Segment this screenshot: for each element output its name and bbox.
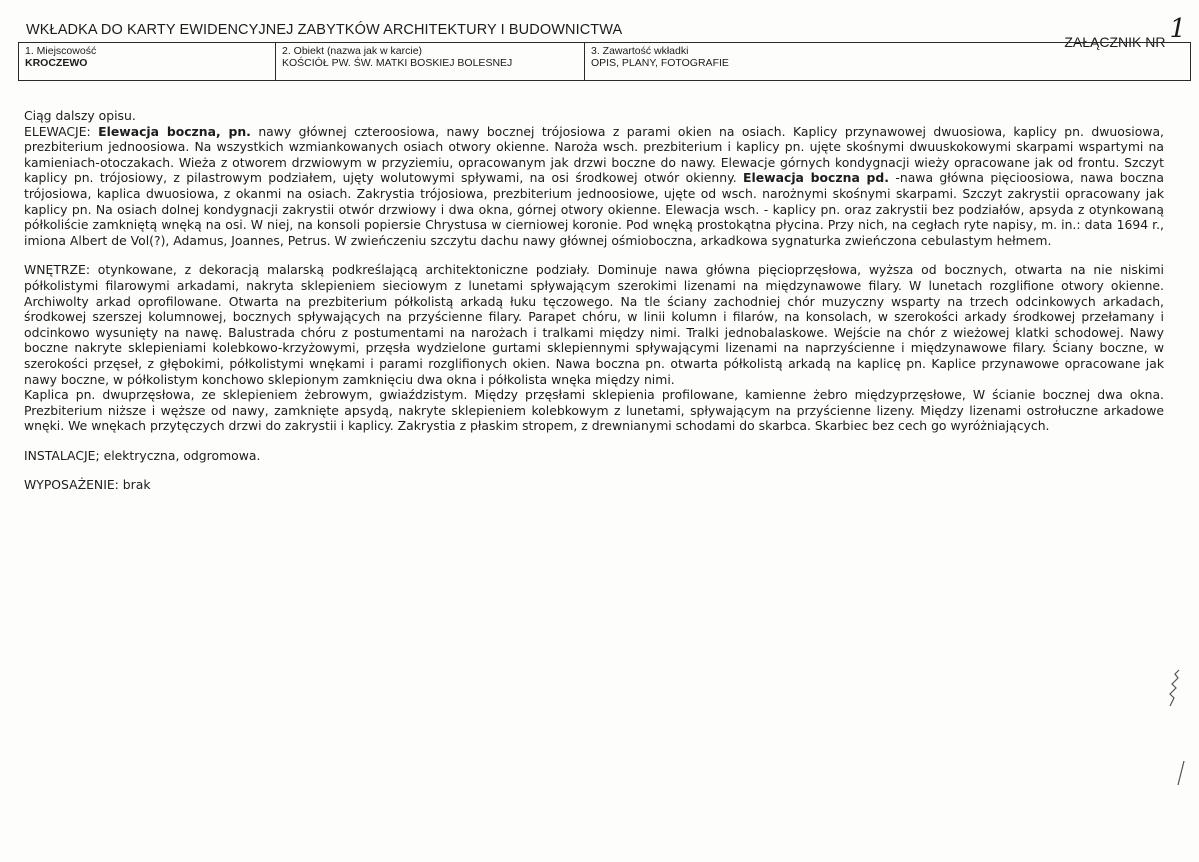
field-label: 2. Obiekt (nazwa jak w karcie) xyxy=(282,45,423,57)
interior-paragraph: WNĘTRZE: otynkowane, z dekoracją malarską podkreślającą architektoniczne podziały. Dominuje nawa główna pięcioprzęsłowa, wyższa od bocznych, otwarta na nie niskimi półkolistymi filarowymi arkadami, nakryta sklepieniem sieciowym z lunetami spływającym szerokimi lizenami na międzynawowe filary. W lunetach rozglifione otwory okienne. Archiwolty arkad oprofilowane. Otwarta na prezbiterium półkolistą arkadą łuku tęczowego. Na tle ściany zachodniej chór muzyczny wsparty na trzech odcinkowych arkadach, środkowej szerszej kolumnowej, bocznych spływających na przyścienne filary. Parapet chóru, w linii kolumn i filarów, na konsolach, w szerokości arkady środkowej przełamany i odcinkowo wysunięty na nawę. Balustrada chóru z postumentami na narożach i tralkami między nimi. Tralki jednobalaskowe. Wejście na chór z wieżowej klatki schodowej. Nawy boczne nakryte sklepieniami kolebkowo-krzyżowymi, przęsła wydzielone gurtami sklepiennymi spływającymi lizenami na naprzyścienne i międzynawowe filary. Ściany boczne, w szerokości przęseł, z głębokimi, półkolistymi wnękami i parami rozglifionych okien. Nawa boczna pn. otwarta półkolistą arkadą na kaplicę pn. Kaplice przynawowe opracowane jak nawy boczne, w półkolistym konchowo sklepionym zamknięciu dwa okna i półkolista wnęka między nimi. xyxy=(24,262,1164,387)
elevations-text-1: nawy głównej czteroosiowa, nawy bocznej trójosiowa z parami okien na osiach. Kaplicy przynawowej dwuosiowa, kaplicy pn. dwuosiowa, prezbiterium jednoosiowa. Na wszystkich wzmiankowanych osiach otwory okienne. Naroża wsch. prezbiterium i kaplicy pn. ujęte skośnymi dwuuskokowymi skarpami wspartymi na kamieniach-otoczakach. Wieża z otworem drzwiowym w przyziemiu, opracowanym jak drzwi boczne do nawy. Elewacje górnych kondygnacji wieży opracowane jak od frontu. Szczyt kaplicy pn. trójosiowy, z pilastrowym podziałem, ujęty wolutowymi spływami, na osi środkowej otwór okienny. xyxy=(24,123,1164,186)
field-value: OPIS, PLANY, FOTOGRAFIE xyxy=(591,57,729,69)
chapel-paragraph: Kaplica pn. dwuprzęsłowa, ze sklepieniem żebrowym, gwiaździstym. Między przęsłami sklepienia profilowane, kamienne żebro międzyprzęsłowe, W ścianie bocznej dwa okna. Prezbiterium niższe i węższe od nawy, zamknięte apsydą, nakryte sklepieniem kolebkowym z lunetami, spływającym na przyścienne lizeny. Między lizenami ostrołuczne arkadowe wnęki. We wnękach przytęczych drzwi do zakrystii i kaplicy. Zakrystia z płaskim stropem, z drewnianymi schodami do skarbca. Skarbiec bez cech go wyróżniających. xyxy=(24,387,1164,434)
elevations-text-2: -nawa główna pięcioosiowa, nawa boczna trójosiowa, kaplica dwuosiowa, z okanmi na osiach. Zakrystia trójosiowa, prezbiterium jednoosiowe, ujęte od wsch. narożnymi skośnymi skarpami. Szczyt zakrystii opracowany jak kaplicy pn. Na osiach dolnej kondygnacji zakrystii otwór drzwiowy i dwa okna, górnej otwory okienne. Elewacja wsch. - kaplicy pn. oraz zakrystii bez podziałów, apsyda z otynkowaną półkoliście zamkniętą wnęką na osi. W niej, na konsoli popiersie Chrystusa w cierniowej koronie. Pod wnęką prostokątna płycina. Przy nich, na cegłach ryte napisy, m. in.: data 1694 r., imiona Albert de Vol(?), Adamus, Joannes, Petrus. W zwieńczeniu szczytu dachu nawy głównej ośmioboczna, arkadkowa sygnaturka zwieńczona cebulastym hełmem. xyxy=(24,170,1164,248)
field-value: KOŚCIÓŁ PW. ŚW. MATKI BOSKIEJ BOLESNEJ xyxy=(282,57,513,69)
field-label: 3. Zawartość wkładki xyxy=(591,45,689,57)
field-value: KROCZEWO xyxy=(25,57,88,69)
field-locality xyxy=(19,43,276,81)
description-body xyxy=(24,108,1164,493)
side-north-title: Elewacja boczna, pn. xyxy=(98,123,251,139)
margin-scribble-icon xyxy=(1164,668,1186,708)
margin-stroke-icon xyxy=(1176,760,1186,786)
side-south-title: Elewacja boczna pd. xyxy=(743,170,889,186)
furnishing-paragraph: WYPOSAŻENIE: brak xyxy=(24,477,151,493)
intro-paragraph: Ciąg dalszy opisu. xyxy=(24,108,136,123)
installations-paragraph: INSTALACJE; elektryczna, odgromowa. xyxy=(24,447,261,463)
document-header xyxy=(18,14,1190,50)
elevations-label: ELEWACJE: xyxy=(24,123,91,139)
field-contents xyxy=(585,43,1191,81)
field-object xyxy=(276,43,585,81)
fields-table xyxy=(18,42,1191,81)
field-label: 1. Miejscowość xyxy=(25,45,97,57)
elevations-paragraph xyxy=(24,124,1164,249)
annex-number: 1 xyxy=(1169,14,1186,44)
document-title: WKŁADKA DO KARTY EWIDENCYJNEJ ZABYTKÓW ARCHITEKTURY I BUDOWNICTWA xyxy=(26,22,623,38)
annex-label-text: ZAŁĄCZNIK NR xyxy=(1064,34,1166,50)
